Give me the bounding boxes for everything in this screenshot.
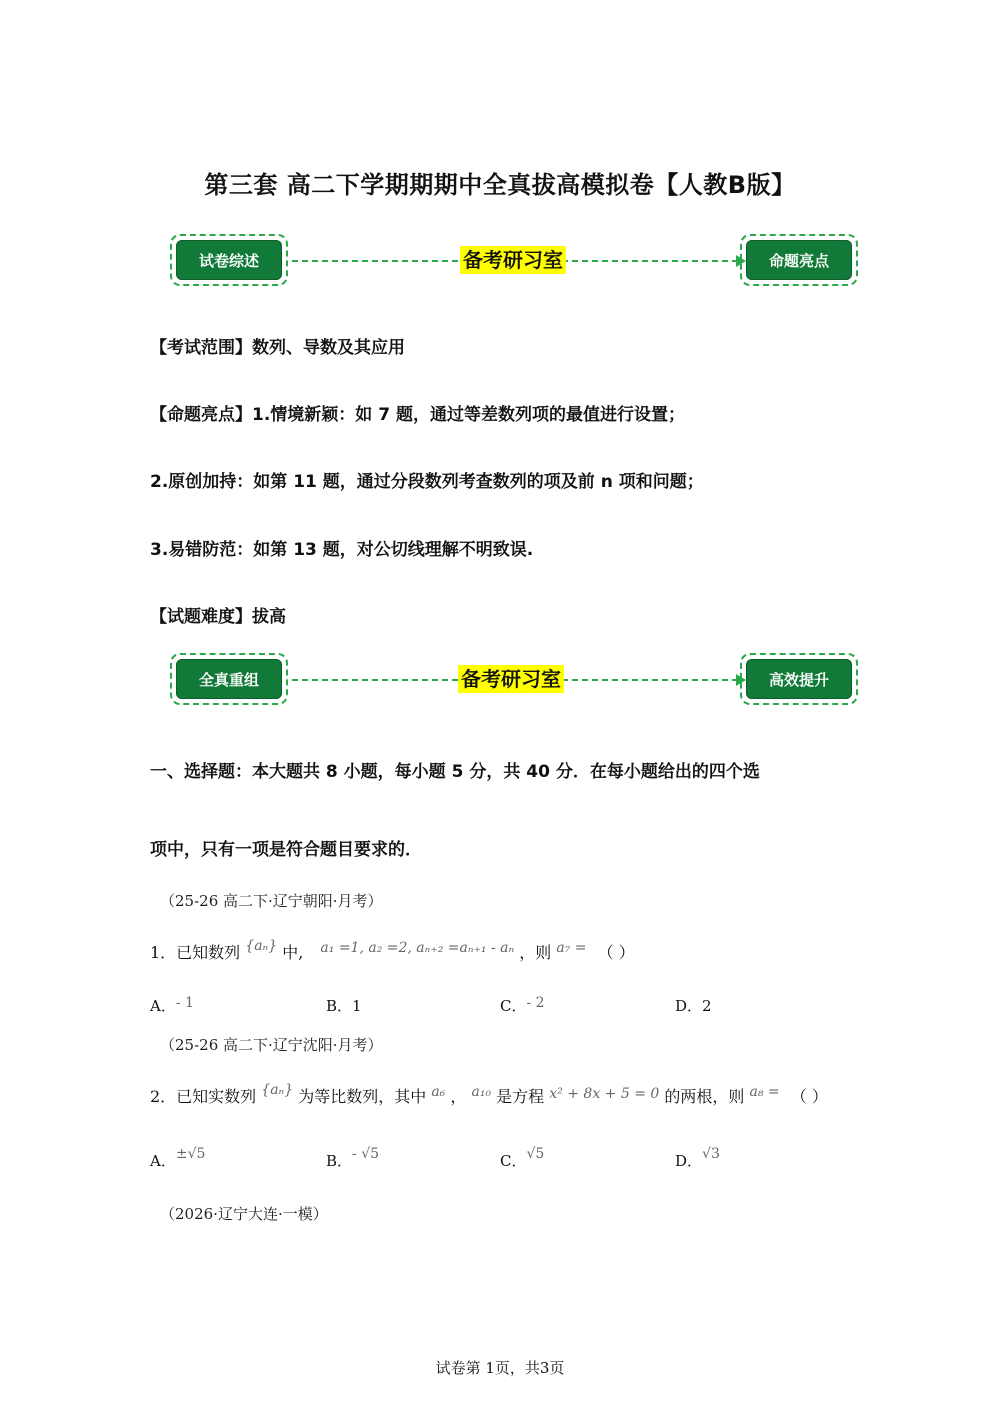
option-label: A． <box>150 997 176 1015</box>
q1-option-a[interactable] <box>150 995 194 1016</box>
reorg-label: 全真重组 <box>176 659 282 699</box>
q1-prefix: 1．已知数列 <box>150 943 241 962</box>
option-value: 2 <box>702 997 712 1015</box>
section-heading-line1: 一、选择题：本大题共 8 小题，每小题 5 分，共 40 分．在每小题给出的四个选 <box>150 762 760 782</box>
option-value: - 2 <box>526 995 545 1011</box>
q2-equation: x² + 8x + 5 = 0 <box>549 1086 660 1102</box>
q1-paren: （ ） <box>597 943 635 962</box>
q1-option-c[interactable] <box>500 995 545 1016</box>
q2-source: （25-26 高二下·辽宁沈阳·月考） <box>160 1036 383 1054</box>
q1-option-d[interactable] <box>675 995 712 1016</box>
q2-sequence: {aₙ} <box>261 1082 294 1098</box>
review-box <box>170 234 288 286</box>
highlight-2: 2.原创加持：如第 11 题，通过分段数列考查数列的项及前 n 项和问题； <box>150 472 704 492</box>
q2-mid: 为等比数列，其中 <box>298 1087 427 1106</box>
q2-a6: a₆ <box>431 1084 446 1100</box>
q1-stem <box>150 940 635 963</box>
q2-option-b[interactable] <box>326 1146 380 1171</box>
highlight-3: 3.易错防范：如第 13 题，对公切线理解不明致误. <box>150 540 534 560</box>
q3-source: （2026·辽宁大连·一模） <box>160 1205 328 1223</box>
q2-is: 是方程 <box>496 1087 545 1106</box>
improve-box <box>740 653 858 705</box>
banner-review <box>168 232 862 292</box>
option-value: √5 <box>526 1146 545 1162</box>
option-label: B． <box>326 997 353 1015</box>
option-value: - √5 <box>352 1146 380 1162</box>
q2-roots: 的两根，则 <box>664 1087 745 1106</box>
improve-label: 高效提升 <box>746 659 852 699</box>
option-value: 1 <box>352 997 362 1015</box>
q2-target: a₈ = <box>749 1084 780 1100</box>
option-label: D． <box>675 1152 703 1170</box>
q2-prefix: 2．已知实数列 <box>150 1087 257 1106</box>
q2-option-a[interactable] <box>150 1146 206 1171</box>
option-value: - 1 <box>175 995 194 1011</box>
option-value: ±√5 <box>175 1146 206 1162</box>
q1-mid: 中, <box>282 943 304 962</box>
q1-condition: a₁ =1, a₂ =2, aₙ₊₂ =aₙ₊₁ - aₙ <box>320 940 515 956</box>
q1-option-b[interactable] <box>326 995 362 1016</box>
option-label: D． <box>675 997 703 1015</box>
option-label: C． <box>500 997 527 1015</box>
section-heading-line2: 项中，只有一项是符合题目要求的． <box>150 840 422 860</box>
banner-reorg <box>168 651 862 711</box>
highlight-label: 命题亮点 <box>746 240 852 280</box>
option-label: C． <box>500 1152 527 1170</box>
page-footer: 试卷第 1页，共3页 <box>435 1359 565 1377</box>
highlight-1: 【命题亮点】1.情境新颖：如 7 题，通过等差数列项的最值进行设置； <box>150 405 685 425</box>
q1-source: （25-26 高二下·辽宁朝阳·月考） <box>160 892 383 910</box>
q2-a10: a₁₀ <box>471 1084 492 1100</box>
q1-target: a₇ = <box>556 940 587 956</box>
q1-sequence: {aₙ} <box>245 938 278 954</box>
reorg-box <box>170 653 288 705</box>
option-label: A． <box>150 1152 176 1170</box>
exam-scope: 【考试范围】数列、导数及其应用 <box>150 338 405 358</box>
q2-comma: ， <box>450 1087 467 1106</box>
highlight-box <box>740 234 858 286</box>
option-value: √3 <box>702 1146 720 1162</box>
page-title: 第三套 高二下学期期期中全真拔高模拟卷【人教B版】 <box>204 171 796 199</box>
difficulty: 【试题难度】拔高 <box>150 607 286 627</box>
q1-then: ，则 <box>519 943 552 962</box>
q2-paren: （ ） <box>790 1087 828 1106</box>
option-label: B． <box>326 1152 353 1170</box>
q2-option-d[interactable] <box>675 1146 720 1171</box>
banner-center-label: 备考研习室 <box>458 665 564 693</box>
q2-option-c[interactable] <box>500 1146 545 1171</box>
q2-stem <box>150 1084 828 1107</box>
review-label: 试卷综述 <box>176 240 282 280</box>
banner-center-label: 备考研习室 <box>460 246 566 274</box>
